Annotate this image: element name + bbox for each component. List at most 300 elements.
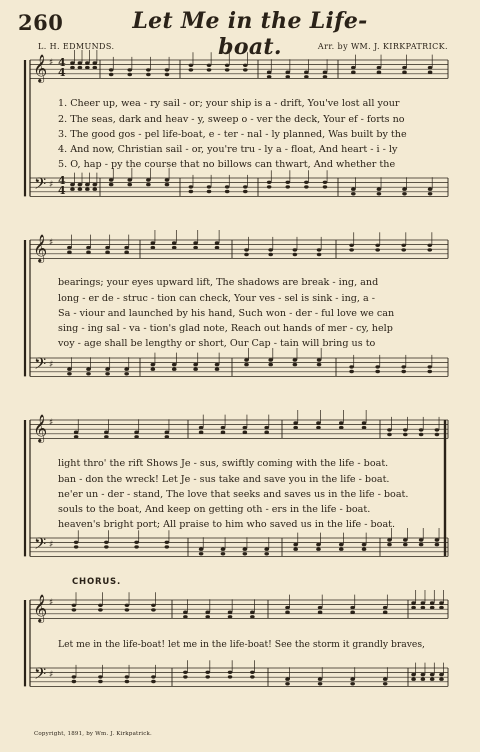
note-head: [402, 66, 407, 69]
note-head: [146, 183, 151, 186]
note-head: [318, 678, 323, 681]
note-head: [183, 675, 188, 678]
note-head: [151, 241, 156, 244]
lyric-line: souls to the boat, And keep on getting oth - ers in the life - boat.: [58, 504, 371, 515]
note-head: [67, 251, 72, 254]
note-head: [421, 678, 426, 681]
note-head: [165, 183, 170, 186]
note-head: [351, 188, 356, 191]
note-head: [172, 368, 177, 371]
note-head: [125, 680, 130, 683]
lyric-line: long - er de - struc - tion can check, Your ves - sel is sink - ing, a -: [58, 293, 376, 304]
note-head: [199, 431, 204, 434]
note-head: [323, 181, 328, 184]
lyric-line: sing - ing sal - va - tion's glad note, Reach out hands of mer - cy, help: [58, 323, 393, 334]
note-head: [151, 246, 156, 249]
note-head: [127, 68, 132, 71]
note-head: [323, 71, 328, 74]
note-head: [317, 358, 322, 361]
lyric-line: heaven's bright port; All praise to him who saved us in the life - boat.: [58, 519, 396, 530]
note-head: [109, 73, 114, 76]
note-head: [165, 545, 170, 548]
note-head: [285, 185, 290, 188]
note-head: [243, 431, 248, 434]
note-head: [221, 426, 226, 429]
note-head: [427, 248, 432, 251]
note-head: [221, 431, 226, 434]
note-head: [104, 431, 109, 434]
note-head: [124, 251, 129, 254]
note-head: [243, 190, 248, 193]
note-head: [165, 431, 170, 434]
note-head: [85, 61, 90, 64]
note-head: [349, 244, 354, 247]
note-head: [293, 421, 298, 424]
note-head: [207, 190, 212, 193]
note-head: [427, 365, 432, 368]
note-head: [189, 190, 194, 193]
note-head: [435, 433, 440, 436]
note-head: [293, 248, 298, 251]
note-head: [134, 541, 139, 544]
note-head: [86, 246, 91, 249]
note-head: [92, 183, 97, 186]
note-head: [151, 363, 156, 366]
note-head: [402, 71, 407, 74]
note-head: [293, 358, 298, 361]
note-head: [267, 75, 272, 78]
note-head: [244, 248, 249, 251]
note-head: [189, 64, 194, 67]
note-head: [293, 253, 298, 256]
note-head: [387, 538, 392, 541]
note-head: [183, 671, 188, 674]
note-head: [316, 548, 321, 551]
note-head: [387, 543, 392, 546]
lyric-line: Let me in the life-boat! let me in the life-boat! See the storm it grandly braves,: [58, 639, 425, 650]
note-head: [78, 61, 83, 64]
note-head: [67, 368, 72, 371]
note-head: [193, 246, 198, 249]
note-head: [323, 75, 328, 78]
note-head: [183, 615, 188, 618]
time-signature-digit: 4: [58, 66, 66, 79]
note-head: [243, 64, 248, 67]
note-head: [104, 541, 109, 544]
note-head: [339, 421, 344, 424]
lyric-line: ne'er un - der - stand, The love that seeks and saves us in the life - boat.: [58, 489, 409, 500]
note-head: [78, 188, 83, 191]
note-head: [67, 246, 72, 249]
note-head: [92, 61, 97, 64]
note-head: [225, 68, 230, 71]
note-head: [85, 188, 90, 191]
note-head: [124, 368, 129, 371]
note-head: [293, 363, 298, 366]
bass-clef: 𝄢: [34, 175, 47, 197]
note-head: [375, 370, 380, 373]
note-head: [70, 66, 75, 69]
note-head: [377, 71, 382, 74]
note-head: [349, 365, 354, 368]
note-head: [430, 678, 435, 681]
time-signature-digit: 4: [58, 174, 66, 187]
note-head: [98, 680, 103, 683]
note-head: [285, 75, 290, 78]
note-head: [225, 64, 230, 67]
note-head: [304, 71, 309, 74]
note-head: [349, 248, 354, 251]
time-signature-digit: 4: [58, 56, 66, 69]
note-head: [351, 66, 356, 69]
sharp-sign: ♯: [49, 238, 54, 248]
lyric-line: 3. The good gos - pel life-boat, e - ter - nal - ly planned, Was built by the: [58, 129, 407, 140]
note-head: [165, 68, 170, 71]
note-head: [85, 183, 90, 186]
note-head: [134, 435, 139, 438]
note-head: [401, 370, 406, 373]
note-head: [127, 183, 132, 186]
note-head: [134, 545, 139, 548]
copyright-notice: Copyright, 1891, by Wm. J. Kirkpatrick.: [34, 731, 153, 737]
sharp-sign: ♯: [49, 540, 54, 550]
note-head: [244, 253, 249, 256]
note-head: [375, 365, 380, 368]
note-head: [70, 188, 75, 191]
note-head: [78, 66, 83, 69]
lyric-line: voy - age shall be lengthy or short, Our Cap - tain will bring us to: [58, 338, 376, 349]
note-head: [151, 604, 156, 607]
note-head: [189, 68, 194, 71]
note-head: [250, 611, 255, 614]
note-head: [85, 66, 90, 69]
treble-clef: 𝄞: [33, 594, 48, 622]
note-head: [362, 548, 367, 551]
note-head: [304, 75, 309, 78]
note-head: [351, 192, 356, 195]
note-head: [207, 68, 212, 71]
note-head: [435, 428, 440, 431]
note-head: [172, 363, 177, 366]
treble-clef: 𝄞: [33, 414, 48, 442]
note-head: [193, 241, 198, 244]
note-head: [74, 431, 79, 434]
note-head: [199, 548, 204, 551]
note-head: [125, 675, 130, 678]
note-head: [304, 185, 309, 188]
note-head: [377, 188, 382, 191]
note-head: [207, 64, 212, 67]
note-head: [316, 543, 321, 546]
note-head: [70, 183, 75, 186]
note-head: [401, 244, 406, 247]
note-head: [430, 601, 435, 604]
note-head: [243, 548, 248, 551]
note-head: [215, 368, 220, 371]
note-head: [105, 246, 110, 249]
note-head: [403, 428, 408, 431]
note-head: [411, 673, 416, 676]
note-head: [350, 682, 355, 685]
hymn-title: Let Me in the Life-boat.: [132, 8, 368, 60]
note-head: [403, 433, 408, 436]
note-head: [205, 671, 210, 674]
note-head: [104, 545, 109, 548]
note-head: [403, 538, 408, 541]
note-head: [165, 435, 170, 438]
note-head: [439, 673, 444, 676]
note-head: [193, 363, 198, 366]
note-head: [435, 538, 440, 541]
note-head: [293, 548, 298, 551]
note-head: [293, 543, 298, 546]
note-head: [435, 543, 440, 546]
note-head: [250, 615, 255, 618]
note-head: [411, 601, 416, 604]
hymn-number: 260: [18, 10, 64, 35]
note-head: [351, 71, 356, 74]
note-head: [419, 428, 424, 431]
note-head: [250, 671, 255, 674]
lyric-line: 4. And now, Christian sail - or, you're tru - ly a - float, And heart - i - ly: [58, 144, 398, 155]
note-head: [127, 73, 132, 76]
treble-clef: 𝄞: [33, 234, 48, 262]
note-head: [109, 183, 114, 186]
note-head: [205, 675, 210, 678]
note-head: [146, 73, 151, 76]
note-head: [439, 601, 444, 604]
note-head: [72, 675, 77, 678]
note-head: [105, 372, 110, 375]
note-head: [225, 190, 230, 193]
lyric-line: bearings; your eyes upward lift, The shadows are break - ing, and: [58, 277, 379, 288]
note-head: [403, 543, 408, 546]
note-head: [183, 611, 188, 614]
note-head: [228, 671, 233, 674]
note-head: [339, 426, 344, 429]
note-head: [228, 615, 233, 618]
note-head: [146, 178, 151, 181]
note-head: [401, 248, 406, 251]
note-head: [383, 682, 388, 685]
note-head: [268, 358, 273, 361]
note-head: [109, 68, 114, 71]
lyric-line: 5. O, hap - py the course that no billows can thwart, And whether the: [58, 159, 396, 170]
note-head: [221, 548, 226, 551]
note-head: [72, 608, 77, 611]
note-head: [318, 682, 323, 685]
note-head: [267, 185, 272, 188]
note-head: [205, 611, 210, 614]
lyric-line: ban - don the wreck! Let Je - sus take and save you in the life - boat.: [58, 474, 390, 485]
note-head: [207, 185, 212, 188]
note-head: [362, 426, 367, 429]
note-head: [427, 244, 432, 247]
note-head: [401, 365, 406, 368]
note-head: [428, 71, 433, 74]
note-head: [362, 543, 367, 546]
note-head: [411, 678, 416, 681]
note-head: [285, 611, 290, 614]
note-head: [125, 604, 130, 607]
sharp-sign: ♯: [49, 598, 54, 608]
note-head: [244, 363, 249, 366]
note-head: [421, 673, 426, 676]
note-head: [318, 606, 323, 609]
note-head: [244, 358, 249, 361]
note-head: [383, 678, 388, 681]
note-head: [439, 606, 444, 609]
note-head: [377, 66, 382, 69]
note-head: [402, 188, 407, 191]
note-head: [427, 370, 432, 373]
note-head: [104, 435, 109, 438]
note-head: [317, 363, 322, 366]
note-head: [74, 435, 79, 438]
note-head: [316, 421, 321, 424]
note-head: [317, 253, 322, 256]
note-head: [419, 543, 424, 546]
note-head: [125, 608, 130, 611]
sharp-sign: ♯: [49, 418, 54, 428]
bass-clef: 𝄢: [34, 535, 47, 557]
arranger-credit: Arr. by WM. J. KIRKPATRICK.: [317, 42, 448, 51]
sharp-sign: ♯: [49, 360, 54, 370]
lyric-line: 2. The seas, dark and heav - y, sweep o - ver the deck, Your ef - forts no: [58, 114, 405, 125]
note-head: [199, 426, 204, 429]
note-head: [98, 604, 103, 607]
chorus-label: CHORUS.: [72, 577, 121, 587]
note-head: [98, 608, 103, 611]
note-head: [72, 680, 77, 683]
note-head: [285, 606, 290, 609]
note-head: [268, 363, 273, 366]
note-head: [105, 251, 110, 254]
note-head: [250, 675, 255, 678]
lyric-line: light thro' the rift Shows Je - sus, swiftly coming with the life - boat.: [58, 458, 389, 469]
note-head: [199, 552, 204, 555]
note-head: [105, 368, 110, 371]
sharp-sign: ♯: [49, 58, 54, 68]
note-head: [375, 244, 380, 247]
note-head: [430, 606, 435, 609]
note-head: [350, 606, 355, 609]
note-head: [377, 192, 382, 195]
sharp-sign: ♯: [49, 180, 54, 190]
note-head: [225, 185, 230, 188]
treble-clef: 𝄞: [33, 54, 48, 82]
note-head: [317, 248, 322, 251]
note-head: [323, 185, 328, 188]
note-head: [172, 246, 177, 249]
time-signature-digit: 4: [58, 184, 66, 197]
note-head: [285, 71, 290, 74]
note-head: [318, 611, 323, 614]
note-head: [267, 181, 272, 184]
note-head: [268, 253, 273, 256]
note-head: [339, 543, 344, 546]
note-head: [349, 370, 354, 373]
note-head: [215, 246, 220, 249]
note-head: [339, 548, 344, 551]
note-head: [151, 368, 156, 371]
note-head: [151, 680, 156, 683]
note-head: [109, 178, 114, 181]
note-head: [92, 188, 97, 191]
note-head: [243, 68, 248, 71]
note-head: [165, 541, 170, 544]
bass-clef: 𝄢: [34, 665, 47, 687]
note-head: [267, 71, 272, 74]
bass-clef: 𝄢: [34, 355, 47, 377]
note-head: [264, 552, 269, 555]
note-head: [228, 611, 233, 614]
note-head: [430, 673, 435, 676]
note-head: [72, 604, 77, 607]
note-head: [67, 372, 72, 375]
note-head: [205, 615, 210, 618]
note-head: [243, 185, 248, 188]
note-head: [172, 241, 177, 244]
note-head: [70, 61, 75, 64]
note-head: [221, 552, 226, 555]
note-head: [350, 611, 355, 614]
note-head: [86, 368, 91, 371]
note-head: [146, 68, 151, 71]
note-head: [86, 251, 91, 254]
note-head: [285, 181, 290, 184]
note-head: [293, 426, 298, 429]
note-head: [264, 426, 269, 429]
note-head: [165, 178, 170, 181]
note-head: [428, 192, 433, 195]
author-credit: L. H. EDMUNDS.: [38, 42, 115, 51]
note-head: [428, 66, 433, 69]
note-head: [316, 426, 321, 429]
note-head: [127, 178, 132, 181]
note-head: [264, 431, 269, 434]
note-head: [151, 675, 156, 678]
note-head: [92, 66, 97, 69]
note-head: [285, 678, 290, 681]
note-head: [151, 608, 156, 611]
note-head: [189, 185, 194, 188]
note-head: [86, 372, 91, 375]
note-head: [215, 363, 220, 366]
note-head: [268, 248, 273, 251]
lyric-line: Sa - viour and launched by his hand, Such won - der - ful love we can: [58, 308, 395, 319]
note-head: [421, 606, 426, 609]
note-head: [264, 548, 269, 551]
note-head: [387, 428, 392, 431]
note-head: [78, 183, 83, 186]
note-head: [193, 368, 198, 371]
lyric-line: 1. Cheer up, wea - ry sail - or; your ship is a - drift, You've lost all your: [58, 98, 400, 109]
note-head: [74, 545, 79, 548]
note-head: [383, 606, 388, 609]
note-head: [134, 431, 139, 434]
note-head: [419, 538, 424, 541]
note-head: [428, 188, 433, 191]
note-head: [350, 678, 355, 681]
note-head: [439, 678, 444, 681]
note-head: [421, 601, 426, 604]
note-head: [165, 73, 170, 76]
note-head: [387, 433, 392, 436]
note-head: [98, 675, 103, 678]
note-head: [124, 372, 129, 375]
note-head: [411, 606, 416, 609]
